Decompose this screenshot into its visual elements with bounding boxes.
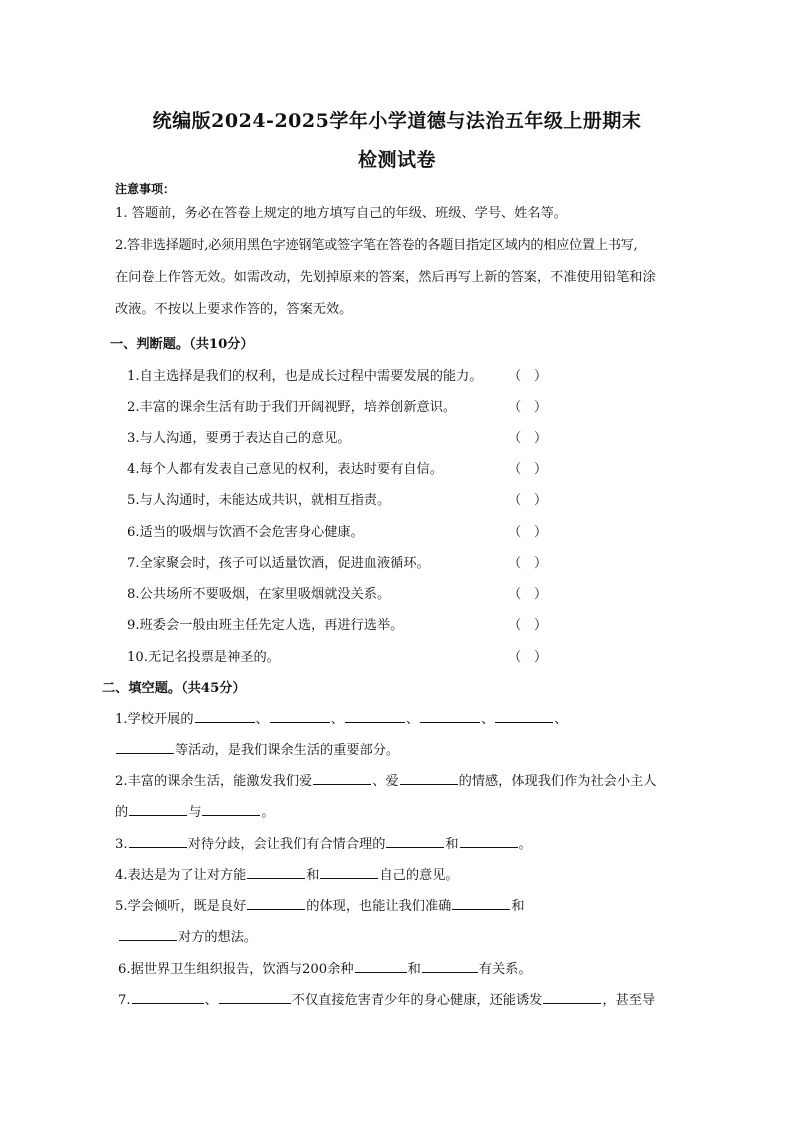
fill-question-2-cont: 的 与 。 bbox=[115, 801, 275, 822]
answer-blank[interactable]: （ ） bbox=[508, 650, 548, 665]
fill-blank[interactable] bbox=[119, 926, 177, 941]
fill-blank[interactable] bbox=[422, 958, 478, 973]
fill-blank[interactable] bbox=[202, 801, 260, 816]
fill-blank[interactable] bbox=[219, 989, 291, 1004]
notice-item-2-line-2: 在问卷上作答无效。如需改动，先划掉原来的答案，然后再写上新的答案，不准使用铅笔和涂 bbox=[115, 270, 656, 285]
fill-blank[interactable] bbox=[247, 864, 305, 879]
fill-question-5: 5.学会倾听，既是良好 的体现，也能让我们准确 和 bbox=[115, 895, 525, 916]
answer-blank[interactable]: （ ） bbox=[508, 369, 548, 384]
answer-blank[interactable]: （ ） bbox=[508, 493, 548, 508]
section-1-heading: 一、判断题。（共10分） bbox=[110, 337, 254, 352]
tf-question-8: 8.公共场所不要吸烟，在家里吸烟就没关系。 bbox=[127, 587, 391, 602]
answer-blank[interactable]: （ ） bbox=[508, 556, 548, 571]
page-title: 统编版2024-2025学年小学道德与法治五年级上册期末 bbox=[152, 110, 642, 132]
fill-blank[interactable] bbox=[195, 708, 255, 723]
fill-blank[interactable] bbox=[132, 989, 204, 1004]
notice-item-2-line-3: 改液。不按以上要求作答的，答案无效。 bbox=[115, 302, 353, 317]
tf-question-6: 6.适当的吸烟与饮酒不会危害身心健康。 bbox=[127, 525, 364, 540]
fill-question-4: 4.表达是为了让对方能 和 自己的意见。 bbox=[115, 864, 459, 885]
fill-blank[interactable] bbox=[345, 708, 405, 723]
tf-question-10: 10.无记名投票是神圣的。 bbox=[127, 650, 280, 665]
section-2-heading: 二、填空题。（共45分） bbox=[102, 681, 246, 696]
tf-question-1: 1.自主选择是我们的权利，也是成长过程中需要发展的能力。 bbox=[127, 369, 483, 384]
fill-question-1: 1.学校开展的 、 、 、 、 、 bbox=[115, 708, 567, 729]
notice-item-1: 1. 答题前，务必在答卷上规定的地方填写自己的年级、班级、学号、姓名等。 bbox=[115, 206, 567, 221]
fill-blank[interactable] bbox=[386, 833, 444, 848]
answer-blank[interactable]: （ ） bbox=[508, 587, 548, 602]
fill-blank[interactable] bbox=[313, 770, 371, 785]
fill-blank[interactable] bbox=[543, 989, 601, 1004]
fill-question-6: 6.据世界卫生组织报告，饮酒与200余种 和 有关系。 bbox=[118, 958, 532, 979]
notice-item-2-line-1: 2.答非选择题时,必须用黑色字迹钢笔或签字笔在答卷的各题目指定区域内的相应位置上书写, bbox=[115, 238, 638, 253]
fill-blank[interactable] bbox=[495, 708, 553, 723]
fill-question-2: 2.丰富的课余生活，能激发我们爱 、爱 的情感，体现我们作为社会小主人 bbox=[115, 770, 656, 791]
notice-heading: 注意事项： bbox=[115, 182, 176, 196]
tf-question-2: 2.丰富的课余生活有助于我们开阔视野，培养创新意识。 bbox=[127, 400, 457, 415]
page-subtitle: 检测试卷 bbox=[357, 149, 436, 171]
fill-blank[interactable] bbox=[129, 833, 187, 848]
fill-blank[interactable] bbox=[247, 895, 305, 910]
fill-blank[interactable] bbox=[460, 833, 518, 848]
fill-blank[interactable] bbox=[355, 958, 407, 973]
fill-blank[interactable] bbox=[270, 708, 330, 723]
answer-blank[interactable]: （ ） bbox=[508, 400, 548, 415]
tf-question-5: 5.与人沟通时，未能达成共识，就相互指责。 bbox=[127, 493, 391, 508]
fill-question-7: 7. 、 不仅直接危害青少年的身心健康，还能诱发 ，甚至导 bbox=[118, 989, 655, 1010]
answer-blank[interactable]: （ ） bbox=[508, 462, 548, 477]
answer-blank[interactable]: （ ） bbox=[508, 431, 548, 446]
tf-question-9: 9.班委会一般由班主任先定人选，再进行选举。 bbox=[127, 618, 404, 633]
fill-blank[interactable] bbox=[320, 864, 378, 879]
fill-question-3: 3. 对待分歧，会让我们有合情合理的 和 。 bbox=[115, 833, 532, 854]
fill-question-1-cont: 等活动，是我们课余生活的重要部分。 bbox=[115, 739, 399, 760]
fill-blank[interactable] bbox=[129, 801, 187, 816]
tf-question-4: 4.每个人都有发表自己意见的权利，表达时要有自信。 bbox=[127, 462, 443, 477]
answer-blank[interactable]: （ ） bbox=[508, 525, 548, 540]
fill-question-5-cont: 对方的想法。 bbox=[118, 926, 257, 947]
answer-blank[interactable]: （ ） bbox=[508, 618, 548, 633]
tf-question-3: 3.与人沟通，要勇于表达自己的意见。 bbox=[127, 431, 351, 446]
fill-blank[interactable] bbox=[452, 895, 510, 910]
fill-blank[interactable] bbox=[116, 739, 174, 754]
tf-question-7: 7.全家聚会时，孩子可以适量饮酒，促进血液循环。 bbox=[127, 556, 430, 571]
fill-blank[interactable] bbox=[400, 770, 458, 785]
fill-blank[interactable] bbox=[420, 708, 480, 723]
